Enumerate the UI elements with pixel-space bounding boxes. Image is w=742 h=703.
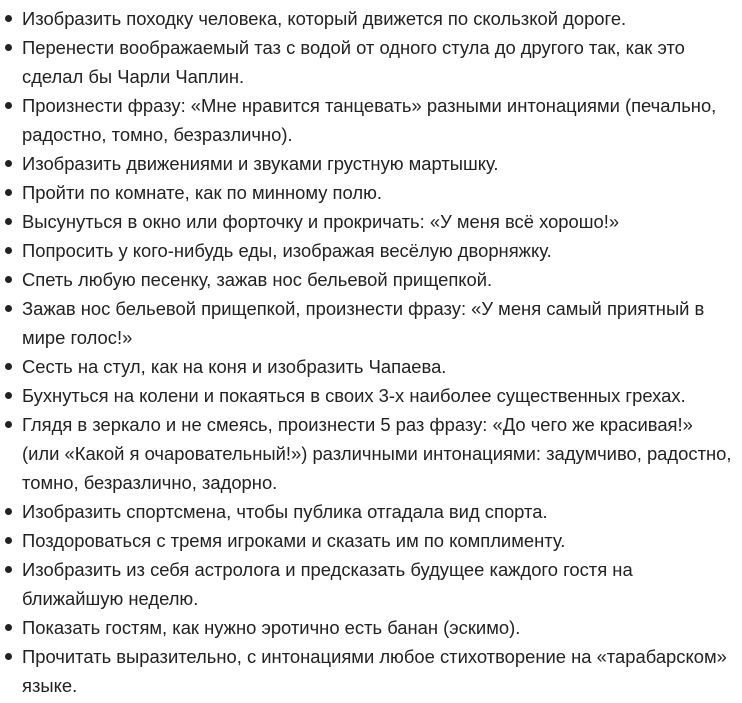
list-item-text: Пройти по комнате, как по минному полю. bbox=[22, 182, 382, 203]
bullet-icon bbox=[5, 44, 12, 51]
list-item-text: Зажав нос бельевой прищепкой, произнести фразу: «У меня самый приятный в мире голос!» bbox=[22, 298, 705, 348]
list-item-text: Спеть любую песенку, зажав нос бельевой прищепкой. bbox=[22, 269, 493, 290]
list-item-text: Изобразить походку человека, который движется по скользкой дороге. bbox=[22, 8, 627, 29]
list-item-text: Поздороваться с тремя игроками и сказать им по комплименту. bbox=[22, 530, 566, 551]
task-list bbox=[2, 4, 734, 700]
list-item bbox=[2, 526, 734, 555]
list-item-text: Глядя в зеркало и не смеясь, произнести 5 раз фразу: «До чего же красивая!» (или «Какой я очаровательный!») различными интонациями: задумчиво, радостно, томно, безразлично, задорно. bbox=[22, 414, 732, 493]
list-item bbox=[2, 149, 734, 178]
list-item-text: Бухнуться на колени и покаяться в своих 3-х наиболее существенных грехах. bbox=[22, 385, 686, 406]
list-item-text: Произнести фразу: «Мне нравится танцевать» разными интонациями (печально, радостно, томно, безразлично). bbox=[22, 95, 717, 145]
list-item bbox=[2, 265, 734, 294]
list-item bbox=[2, 497, 734, 526]
list-item bbox=[2, 294, 734, 352]
bullet-icon bbox=[5, 363, 12, 370]
list-item bbox=[2, 207, 734, 236]
bullet-icon bbox=[5, 566, 12, 573]
bullet-icon bbox=[5, 160, 12, 167]
list-item bbox=[2, 613, 734, 642]
bullet-icon bbox=[5, 537, 12, 544]
list-item-text: Прочитать выразительно, с интонациями любое стихотворение на «тарабарском» языке. bbox=[22, 646, 727, 696]
list-item bbox=[2, 33, 734, 91]
bullet-icon bbox=[5, 247, 12, 254]
list-item bbox=[2, 91, 734, 149]
bullet-icon bbox=[5, 421, 12, 428]
bullet-icon bbox=[5, 189, 12, 196]
list-item-text: Изобразить спортсмена, чтобы публика отгадала вид спорта. bbox=[22, 501, 548, 522]
list-item-text: Сесть на стул, как на коня и изобразить Чапаева. bbox=[22, 356, 447, 377]
list-item bbox=[2, 410, 734, 497]
bullet-icon bbox=[5, 653, 12, 660]
bullet-icon bbox=[5, 102, 12, 109]
list-item-text: Показать гостям, как нужно эротично есть банан (эскимо). bbox=[22, 617, 521, 638]
bullet-icon bbox=[5, 624, 12, 631]
list-item bbox=[2, 236, 734, 265]
list-item-text: Изобразить движениями и звуками грустную мартышку. bbox=[22, 153, 499, 174]
list-item bbox=[2, 4, 734, 33]
list-item bbox=[2, 381, 734, 410]
list-item bbox=[2, 352, 734, 381]
list-item-text: Изобразить из себя астролога и предсказать будущее каждого гостя на ближайшую неделю. bbox=[22, 559, 633, 609]
bullet-icon bbox=[5, 305, 12, 312]
list-item-text: Попросить у кого-нибудь еды, изображая весёлую дворняжку. bbox=[22, 240, 552, 261]
list-item bbox=[2, 555, 734, 613]
bullet-icon bbox=[5, 508, 12, 515]
bullet-icon bbox=[5, 218, 12, 225]
list-item bbox=[2, 642, 734, 700]
bullet-icon bbox=[5, 392, 12, 399]
list-item-text: Высунуться в окно или форточку и прокричать: «У меня всё хорошо!» bbox=[22, 211, 620, 232]
bullet-icon bbox=[5, 15, 12, 22]
bullet-icon bbox=[5, 276, 12, 283]
list-item bbox=[2, 178, 734, 207]
list-item-text: Перенести воображаемый таз с водой от одного стула до другого так, как это сделал бы Чарли Чаплин. bbox=[22, 37, 685, 87]
